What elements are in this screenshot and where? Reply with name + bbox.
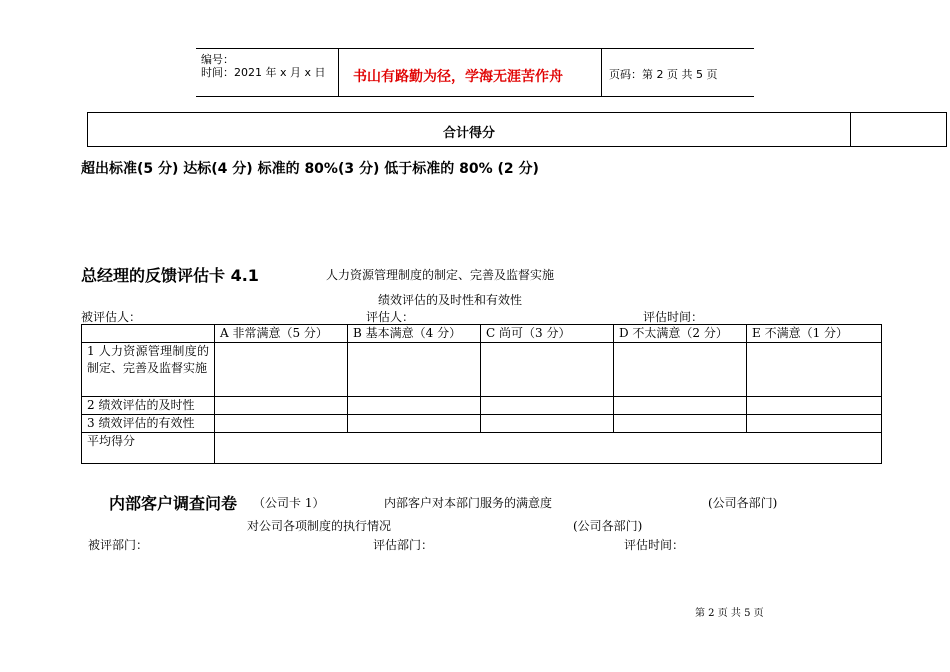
- header-divider-left: [338, 48, 339, 97]
- row-label: 平均得分: [82, 433, 215, 464]
- table-row: [82, 415, 882, 433]
- survey-item-2: 对公司各项制度的执行情况: [247, 519, 392, 533]
- score-cell[interactable]: [747, 415, 882, 433]
- table-row-average: [82, 433, 882, 464]
- survey-card-number: （公司卡 1）: [253, 496, 325, 510]
- column-header: C 尚可（3 分）: [481, 325, 614, 343]
- card-title: 总经理的反馈评估卡 4.1: [81, 266, 259, 285]
- survey-eval-time-label: 评估时间：: [624, 538, 685, 552]
- score-cell[interactable]: [215, 397, 348, 415]
- row-label: 2 绩效评估的及时性: [82, 397, 215, 415]
- score-cell[interactable]: [215, 415, 348, 433]
- evaluatee-label: 被评估人：: [81, 310, 142, 324]
- score-cell[interactable]: [481, 415, 614, 433]
- header-divider-right: [601, 48, 602, 97]
- score-cell[interactable]: [348, 343, 481, 397]
- row-label: 3 绩效评估的有效性: [82, 415, 215, 433]
- table-corner-cell: [82, 325, 215, 343]
- score-cell[interactable]: [481, 397, 614, 415]
- eval-time-label: 评估时间：: [643, 310, 704, 324]
- feedback-table: [81, 324, 882, 464]
- score-cell[interactable]: [614, 343, 747, 397]
- column-header: D 不太满意（2 分）: [614, 325, 747, 343]
- scoring-criteria: 超出标准(5 分) 达标(4 分) 标准的 80%(3 分) 低于标准的 80% (2 分): [81, 161, 539, 177]
- column-header: A 非常满意（5 分）: [215, 325, 348, 343]
- motto: 书山有路勤为径，学海无涯苦作舟: [353, 69, 563, 85]
- score-cell[interactable]: [348, 397, 481, 415]
- column-header: B 基本满意（4 分）: [348, 325, 481, 343]
- total-score-label: 合计得分: [442, 126, 495, 141]
- survey-item-1-scope: (公司各部门): [708, 496, 778, 510]
- score-cell[interactable]: [747, 397, 882, 415]
- score-cell[interactable]: [614, 397, 747, 415]
- card-subtitle-2: 绩效评估的及时性和有效性: [378, 293, 523, 307]
- survey-title: 内部客户调查问卷: [109, 494, 238, 513]
- table-row: [82, 343, 882, 397]
- document-number: 编号：: [201, 53, 234, 66]
- table-row: [82, 397, 882, 415]
- total-score-box: [87, 112, 947, 147]
- score-cell[interactable]: [481, 343, 614, 397]
- average-score-cell[interactable]: [215, 433, 882, 464]
- score-cell[interactable]: [215, 343, 348, 397]
- evaluated-department-label: 被评部门：: [88, 538, 149, 552]
- score-cell[interactable]: [348, 415, 481, 433]
- document-date: 时间：2021 年 x 月 x 日: [201, 66, 326, 79]
- score-cell[interactable]: [614, 415, 747, 433]
- column-header: E 不满意（1 分）: [747, 325, 882, 343]
- evaluator-label: 评估人：: [366, 310, 415, 324]
- total-score-divider: [850, 113, 851, 146]
- table-header-row: [82, 325, 882, 343]
- score-cell[interactable]: [747, 343, 882, 397]
- row-label: 1 人力资源管理制度的制定、完善及监督实施: [82, 343, 215, 397]
- page-indicator: 页码：第 2 页 共 5 页: [609, 68, 718, 81]
- evaluating-department-label: 评估部门：: [373, 538, 434, 552]
- survey-item-1: 内部客户对本部门服务的满意度: [384, 496, 553, 510]
- survey-item-2-scope: (公司各部门): [573, 519, 643, 533]
- header-top-rule: [196, 48, 754, 49]
- card-subtitle-1: 人力资源管理制度的制定、完善及监督实施: [326, 268, 555, 282]
- footer-page-number: 第 2 页 共 5 页: [695, 608, 764, 619]
- header-bottom-rule: [196, 96, 754, 97]
